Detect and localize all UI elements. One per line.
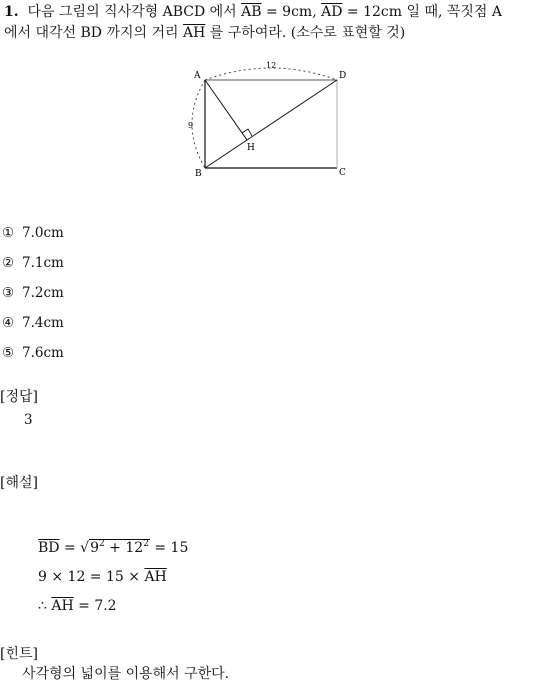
diagonal-bd [205, 80, 337, 168]
hint-label: [힌트] [0, 646, 38, 662]
length-9-label: 9 [188, 121, 194, 130]
segment-bd: $\overline{BD}$ [38, 540, 60, 556]
question-text: 에서 대각선 BD 까지의 거리 [4, 25, 184, 41]
equation-text: + 12 [104, 540, 144, 556]
choice-5[interactable] [2, 344, 64, 362]
choice-4[interactable] [2, 314, 64, 332]
choice-text: 7.6cm [22, 345, 64, 361]
answer-label: [정답] [0, 389, 38, 405]
vertex-c-label: C [339, 168, 346, 178]
choice-1[interactable] [2, 224, 64, 242]
choice-text: 7.1cm [22, 255, 64, 271]
exponent: 2 [143, 539, 149, 549]
choice-number: ① [2, 225, 15, 241]
question-text: = 12cm 일 때, 꼭짓점 A [342, 4, 502, 20]
solution-label: [해설] [0, 475, 38, 491]
choice-text: 7.4cm [22, 315, 64, 331]
perpendicular-ah [205, 80, 247, 140]
question-line-2 [4, 23, 405, 43]
solution-eq-2 [38, 567, 167, 587]
vertex-d-label: D [339, 71, 347, 81]
choice-3[interactable] [2, 284, 64, 302]
sqrt-radicand [89, 539, 150, 556]
equation-text: = 7.2 [73, 598, 117, 614]
equation-text: 9 [90, 540, 99, 556]
choice-number: ② [2, 255, 15, 271]
equation-text: = 15 [149, 540, 189, 556]
solution-eq-1 [38, 538, 188, 558]
question-text: 다음 그림의 직사각형 ABCD 에서 [27, 4, 242, 20]
choice-2[interactable] [2, 254, 64, 272]
question-text: 를 구하여라. (소수로 표현할 것) [205, 25, 406, 41]
choice-number: ⑤ [2, 345, 15, 361]
question-text: = 9cm, [261, 4, 322, 20]
equation-text: 9 × 12 = 15 × [38, 569, 145, 585]
hint-text: 사각형의 넓이를 이용해서 구한다. [22, 666, 230, 682]
choice-text: 7.2cm [22, 285, 64, 301]
segment-ad: $\overline{AD}$ [321, 4, 343, 20]
segment-ah: $\overline{AH}$ [51, 598, 74, 614]
vertex-b-label: B [195, 169, 202, 179]
length-12-label: 12 [266, 61, 277, 70]
segment-ab: $\overline{AB}$ [241, 4, 262, 20]
segment-ah: $\overline{AH}$ [183, 25, 206, 41]
choice-text: 7.0cm [22, 225, 64, 241]
rectangle-figure [185, 58, 355, 183]
dimension-arc-left [192, 80, 205, 168]
answer-value: 3 [24, 412, 33, 428]
equation-text: = [59, 540, 81, 556]
segment-ah: $\overline{AH}$ [144, 569, 167, 585]
choice-number: ③ [2, 285, 15, 301]
solution-eq-3 [38, 596, 117, 616]
sqrt-symbol: √ [80, 540, 90, 556]
equation-text: ∴ [38, 598, 52, 614]
question-line-1 [4, 2, 502, 22]
foot-h-label: H [247, 143, 255, 153]
question-number: 1. [4, 4, 19, 20]
exponent: 2 [99, 539, 105, 549]
choice-number: ④ [2, 315, 15, 331]
vertex-a-label: A [194, 71, 201, 81]
